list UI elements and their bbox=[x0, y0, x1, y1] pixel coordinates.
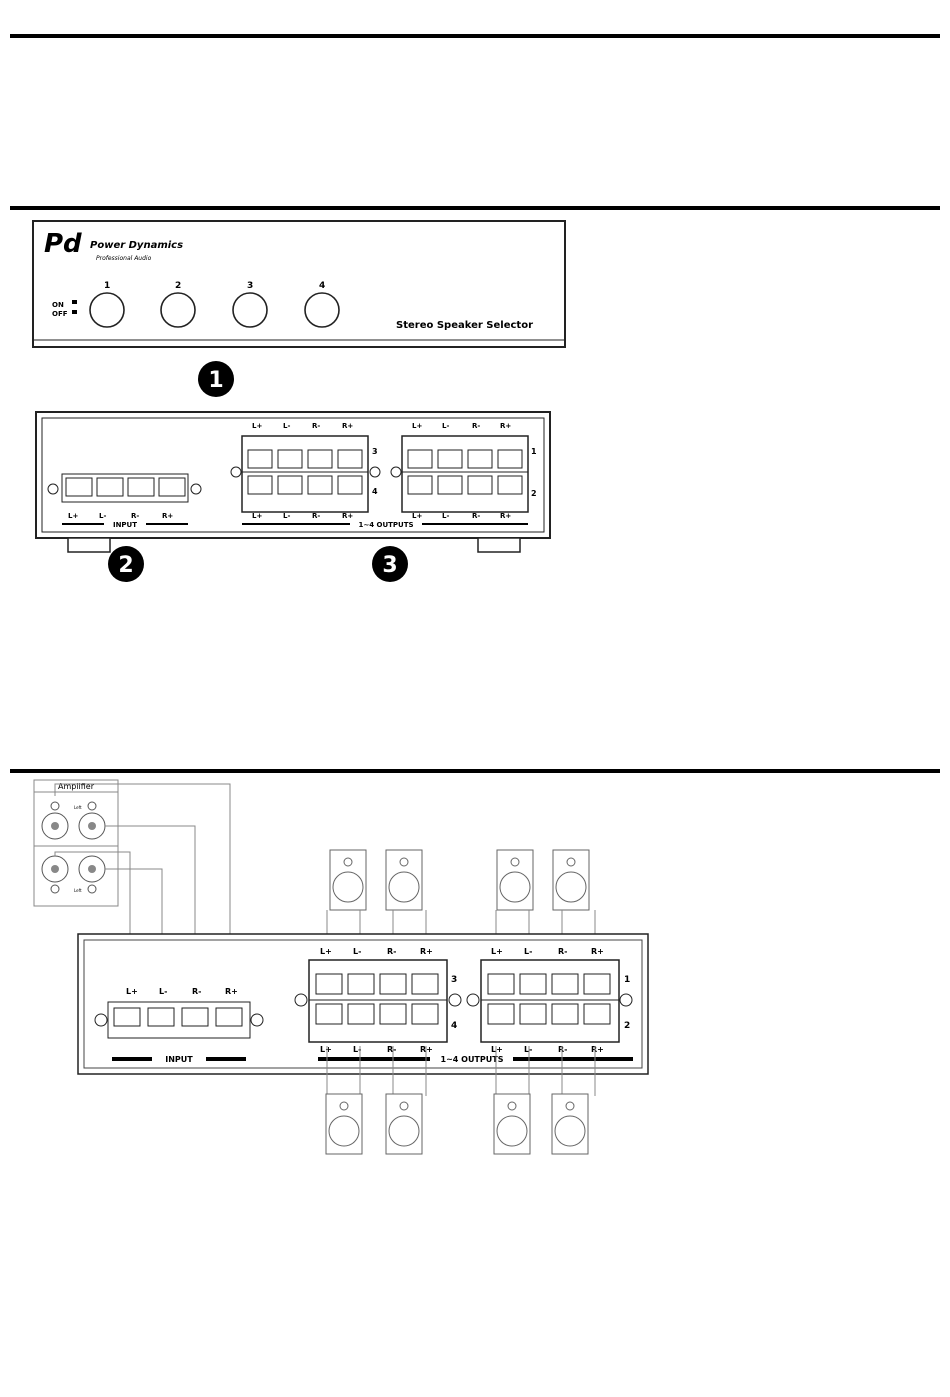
svg-text:R-: R- bbox=[387, 1045, 397, 1054]
svg-text:INPUT: INPUT bbox=[165, 1055, 193, 1064]
output-terminal[interactable] bbox=[584, 1004, 610, 1024]
model-label: Stereo Speaker Selector bbox=[396, 320, 534, 331]
svg-text:R-: R- bbox=[472, 512, 481, 520]
svg-text:R+: R+ bbox=[500, 512, 512, 520]
callout-3 bbox=[370, 544, 410, 584]
output-terminal[interactable] bbox=[308, 450, 332, 468]
front-panel bbox=[30, 218, 570, 358]
off-indicator-icon bbox=[72, 310, 77, 314]
amplifier bbox=[34, 780, 118, 906]
foot-left bbox=[68, 538, 110, 552]
input-label: INPUT bbox=[112, 521, 138, 529]
output-terminal[interactable] bbox=[488, 974, 514, 994]
wiring-diagram bbox=[30, 776, 660, 1166]
svg-text:L+: L+ bbox=[126, 987, 138, 996]
svg-text:Left: Left bbox=[74, 805, 82, 810]
off-label: OFF bbox=[52, 310, 68, 318]
output-terminal[interactable] bbox=[520, 1004, 546, 1024]
svg-text:R-: R- bbox=[312, 512, 321, 520]
svg-text:1: 1 bbox=[624, 975, 631, 985]
output-terminal[interactable] bbox=[278, 476, 302, 494]
svg-text:L+: L+ bbox=[491, 947, 503, 956]
plus-icon bbox=[51, 885, 59, 893]
section-rule-2 bbox=[10, 769, 940, 773]
output-block-zones-3-4 bbox=[295, 947, 461, 1054]
svg-text:3: 3 bbox=[451, 975, 458, 985]
input-terminal[interactable] bbox=[148, 1008, 174, 1026]
input-terminal[interactable] bbox=[182, 1008, 208, 1026]
output-block-zones-1-2 bbox=[391, 422, 537, 520]
top-rule bbox=[10, 34, 940, 38]
output-terminal[interactable] bbox=[248, 450, 272, 468]
on-label: ON bbox=[52, 301, 64, 309]
svg-text:L+: L+ bbox=[491, 1045, 503, 1054]
callout-2 bbox=[106, 544, 146, 584]
svg-text:L+: L+ bbox=[320, 947, 332, 956]
button-3-label: 3 bbox=[247, 281, 254, 291]
svg-text:L+: L+ bbox=[252, 512, 263, 520]
speakers-top bbox=[330, 850, 589, 910]
svg-text:Left: Left bbox=[74, 888, 82, 893]
output-terminal[interactable] bbox=[438, 450, 462, 468]
svg-text:L+: L+ bbox=[320, 1045, 332, 1054]
foot-right bbox=[478, 538, 520, 552]
output-terminal[interactable] bbox=[408, 476, 432, 494]
selector-button-1[interactable] bbox=[90, 293, 124, 327]
svg-text:R+: R+ bbox=[225, 987, 238, 996]
output-terminal[interactable] bbox=[488, 1004, 514, 1024]
svg-text:L-: L- bbox=[159, 987, 168, 996]
output-terminal[interactable] bbox=[468, 450, 492, 468]
output-terminal[interactable] bbox=[498, 476, 522, 494]
svg-text:R-: R- bbox=[192, 987, 202, 996]
input-terminal[interactable] bbox=[66, 478, 92, 496]
outputs-label: 1~4 OUTPUTS bbox=[358, 521, 414, 529]
minus-icon bbox=[88, 885, 96, 893]
input-terminal[interactable] bbox=[114, 1008, 140, 1026]
output-terminal[interactable] bbox=[412, 974, 438, 994]
selector-button-4[interactable] bbox=[305, 293, 339, 327]
input-terminal[interactable] bbox=[216, 1008, 242, 1026]
svg-text:R-: R- bbox=[312, 422, 321, 430]
svg-text:R+: R+ bbox=[420, 947, 433, 956]
output-terminal[interactable] bbox=[498, 450, 522, 468]
svg-text:R+: R+ bbox=[591, 947, 604, 956]
output-terminal[interactable] bbox=[348, 974, 374, 994]
output-terminal[interactable] bbox=[248, 476, 272, 494]
svg-text:L-: L- bbox=[99, 512, 107, 520]
zone-2-label: 2 bbox=[531, 489, 537, 498]
svg-text:L-: L- bbox=[353, 947, 362, 956]
selector-button-2[interactable] bbox=[161, 293, 195, 327]
svg-text:R+: R+ bbox=[591, 1045, 604, 1054]
output-terminal[interactable] bbox=[380, 1004, 406, 1024]
svg-text:R-: R- bbox=[558, 947, 568, 956]
rear-panel bbox=[34, 410, 554, 556]
svg-text:2: 2 bbox=[118, 553, 134, 578]
svg-text:R-: R- bbox=[131, 512, 140, 520]
output-terminal[interactable] bbox=[468, 476, 492, 494]
plus-icon bbox=[51, 802, 59, 810]
output-terminal[interactable] bbox=[408, 450, 432, 468]
svg-text:R-: R- bbox=[472, 422, 481, 430]
output-terminal[interactable] bbox=[412, 1004, 438, 1024]
svg-text:3: 3 bbox=[382, 553, 398, 578]
output-terminal[interactable] bbox=[552, 974, 578, 994]
svg-text:L-: L- bbox=[524, 947, 533, 956]
zone-1-label: 1 bbox=[531, 447, 537, 456]
output-terminal[interactable] bbox=[520, 974, 546, 994]
brand-subtitle: Professional Audio bbox=[96, 255, 152, 262]
svg-text:L+: L+ bbox=[68, 512, 79, 520]
zone-4-label: 4 bbox=[372, 487, 378, 496]
output-terminal[interactable] bbox=[338, 476, 362, 494]
input-terminal[interactable] bbox=[128, 478, 154, 496]
svg-text:R-: R- bbox=[387, 947, 397, 956]
speakers-bottom bbox=[326, 1094, 588, 1154]
callout-1 bbox=[196, 359, 236, 399]
selector-button-3[interactable] bbox=[233, 293, 267, 327]
svg-text:R+: R+ bbox=[500, 422, 512, 430]
output-terminal[interactable] bbox=[308, 476, 332, 494]
svg-text:R+: R+ bbox=[342, 512, 354, 520]
output-terminal[interactable] bbox=[348, 1004, 374, 1024]
output-terminal[interactable] bbox=[316, 974, 342, 994]
button-4-label: 4 bbox=[319, 281, 326, 291]
svg-text:4: 4 bbox=[451, 1021, 458, 1031]
amplifier-label: Amplifier bbox=[57, 782, 95, 791]
button-1-label: 1 bbox=[104, 281, 111, 291]
svg-text:R-: R- bbox=[558, 1045, 568, 1054]
svg-text:L+: L+ bbox=[412, 422, 423, 430]
svg-text:L-: L- bbox=[524, 1045, 533, 1054]
output-block-zones-1-2 bbox=[467, 947, 632, 1054]
output-terminal[interactable] bbox=[380, 974, 406, 994]
output-terminal[interactable] bbox=[438, 476, 462, 494]
section-rule-1 bbox=[10, 206, 940, 210]
brand-name: Power Dynamics bbox=[90, 240, 184, 251]
input-terminal[interactable] bbox=[159, 478, 185, 496]
svg-text:L-: L- bbox=[283, 422, 291, 430]
input-terminal[interactable] bbox=[97, 478, 123, 496]
svg-text:L+: L+ bbox=[252, 422, 263, 430]
svg-text:R+: R+ bbox=[420, 1045, 433, 1054]
svg-text:R+: R+ bbox=[342, 422, 354, 430]
svg-text:Pd: Pd bbox=[44, 229, 82, 259]
on-indicator-icon bbox=[72, 300, 77, 304]
svg-text:L+: L+ bbox=[412, 512, 423, 520]
svg-text:L-: L- bbox=[442, 422, 450, 430]
svg-text:2: 2 bbox=[624, 1021, 631, 1031]
output-terminal[interactable] bbox=[338, 450, 362, 468]
minus-icon bbox=[88, 802, 96, 810]
svg-text:1: 1 bbox=[208, 368, 224, 393]
output-terminal[interactable] bbox=[584, 974, 610, 994]
zone-3-label: 3 bbox=[372, 447, 378, 456]
output-terminal[interactable] bbox=[316, 1004, 342, 1024]
svg-text:R+: R+ bbox=[162, 512, 174, 520]
button-2-label: 2 bbox=[175, 281, 182, 291]
svg-text:1~4 OUTPUTS: 1~4 OUTPUTS bbox=[440, 1055, 504, 1064]
output-terminal[interactable] bbox=[278, 450, 302, 468]
svg-text:L-: L- bbox=[283, 512, 291, 520]
svg-text:L-: L- bbox=[353, 1045, 362, 1054]
output-terminal[interactable] bbox=[552, 1004, 578, 1024]
output-block-zones-3-4 bbox=[231, 422, 380, 520]
svg-text:L-: L- bbox=[442, 512, 450, 520]
